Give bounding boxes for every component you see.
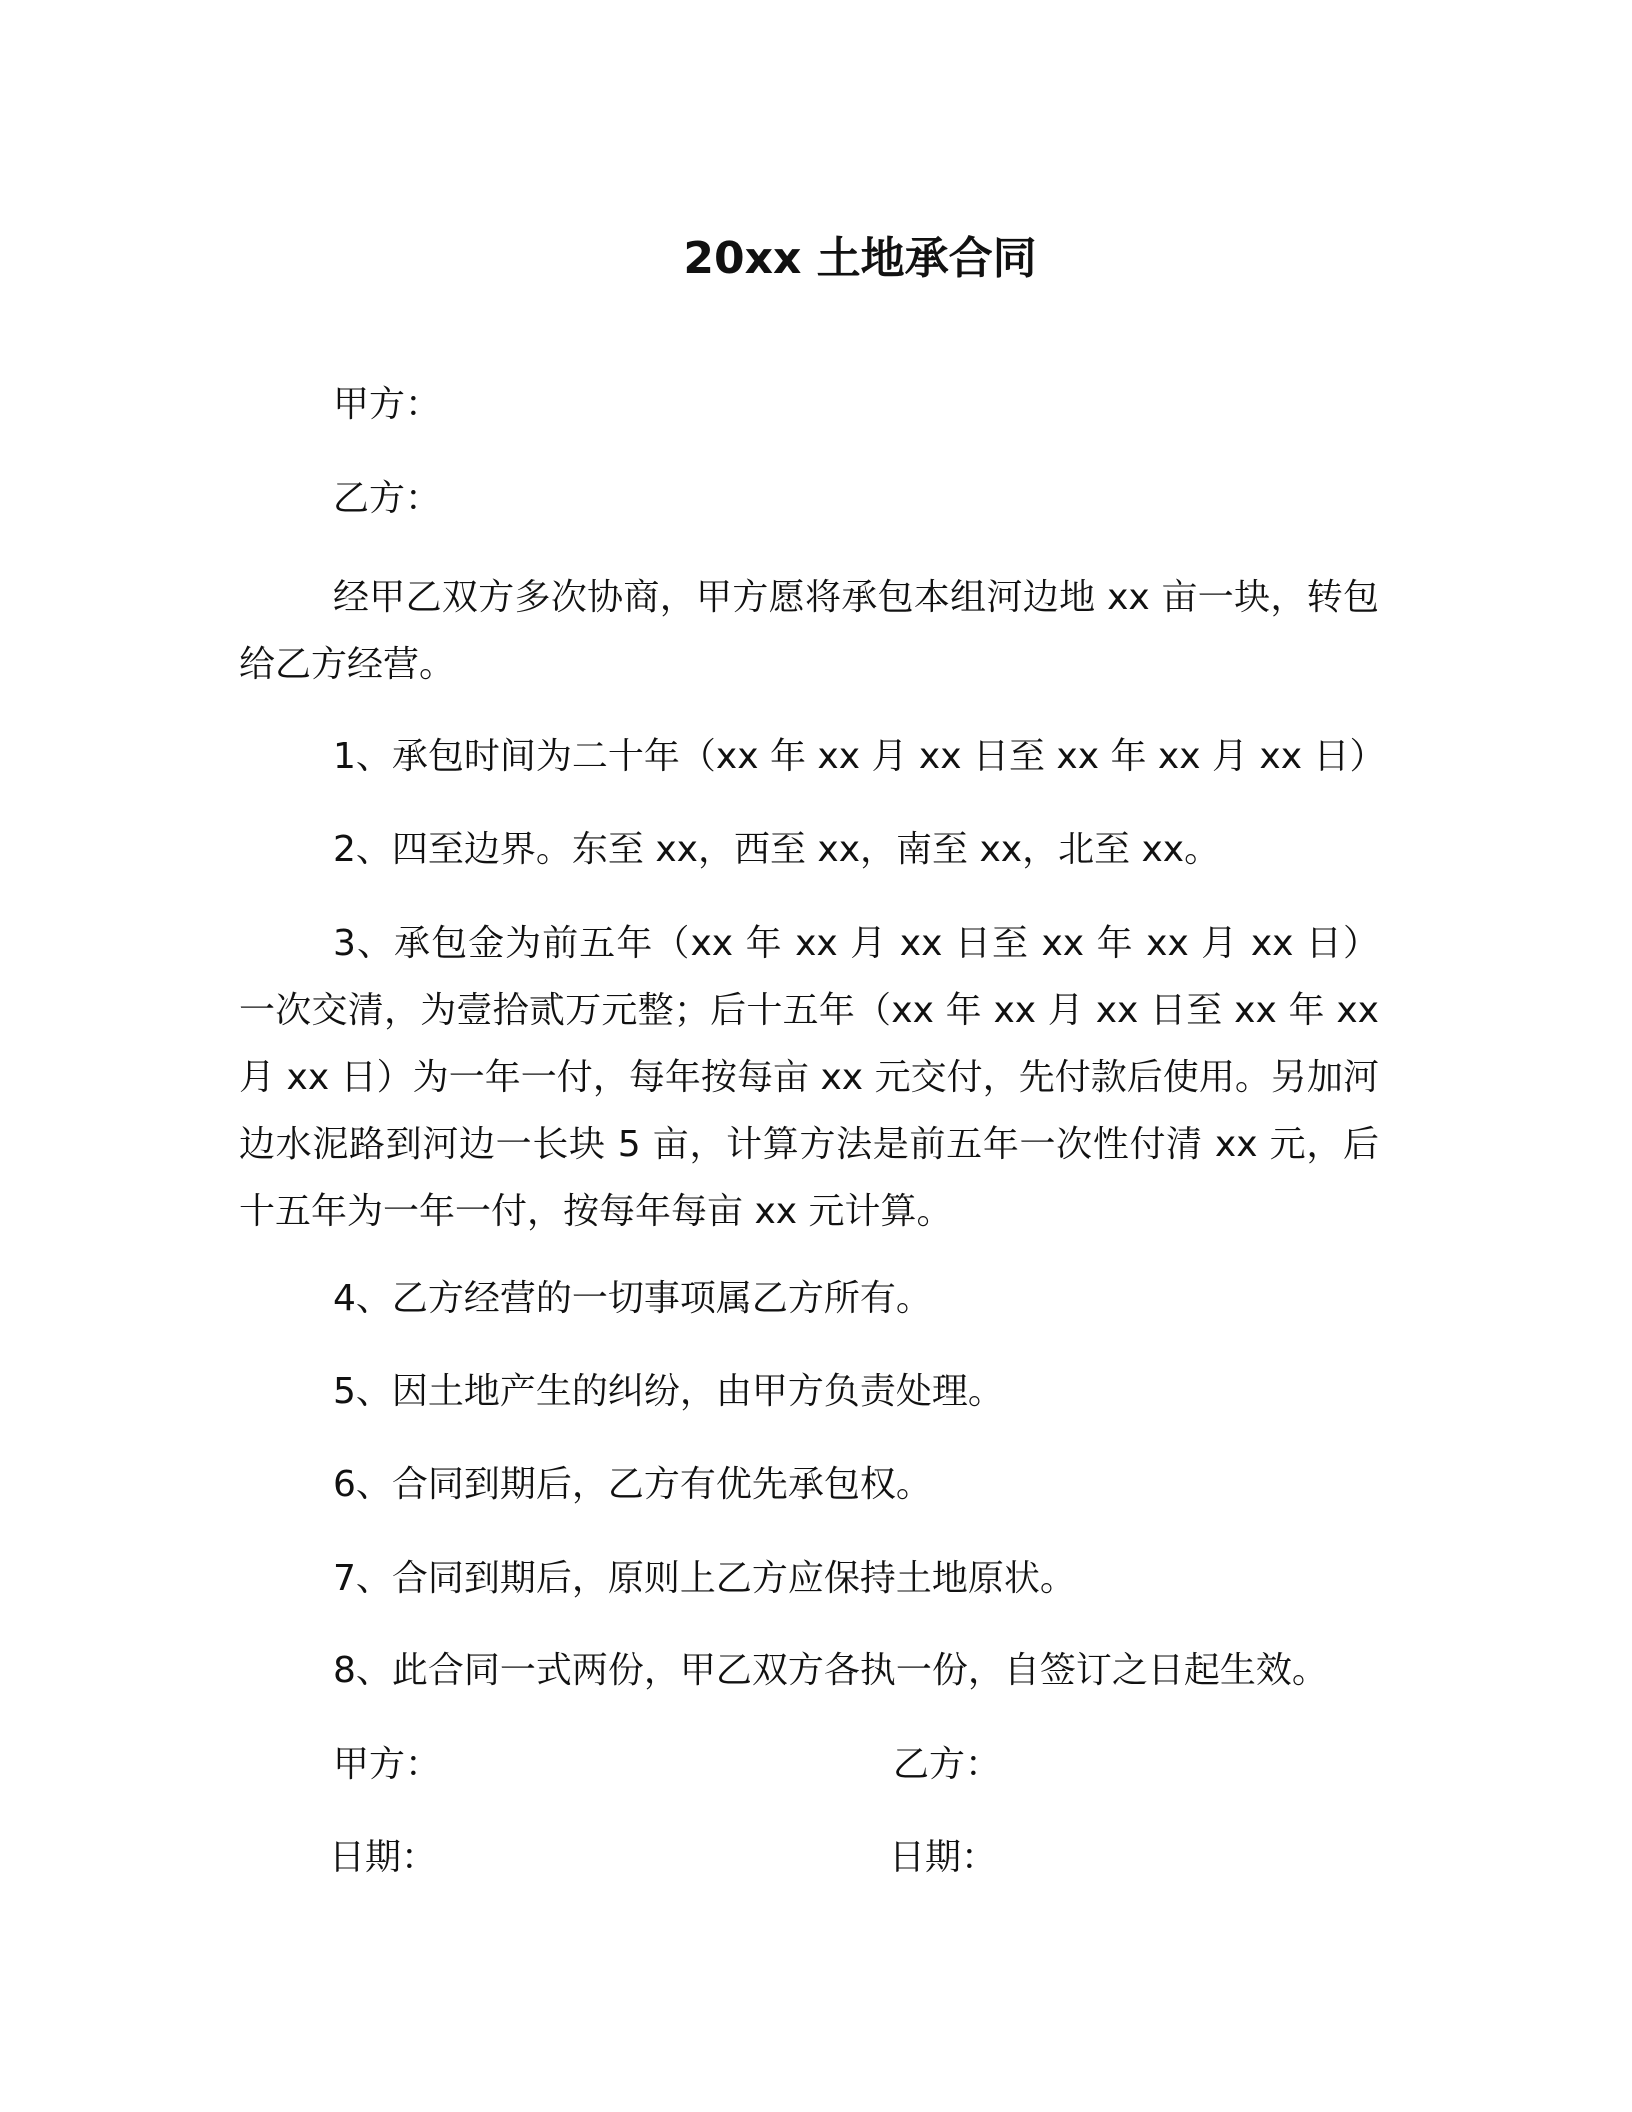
clause-2: 2、四至边界。东至 xx，西至 xx，南至 xx，北至 xx。 xyxy=(333,829,1221,870)
clause-3: 3、承包金为前五年（xx 年 xx 月 xx 日至 xx 年 xx 月 xx 日）一次交清，为壹拾贰万元整；后十五年（xx 年 xx 月 xx 日至 xx 年 xx 月 xx 日）为一年一付，每年按每亩 xx 元交付，先付款后使用。另加河边水泥路到河边一长块 5 亩，计算方法是前五年一次性付清 xx 元，后十五年为一年一付，按每年每亩 xx 元计算。 xyxy=(239,923,1379,1232)
clause-8: 8、此合同一式两份，甲乙双方各执一份，自签订之日起生效。 xyxy=(333,1650,1328,1691)
clause-4: 4、乙方经营的一切事项属乙方所有。 xyxy=(333,1278,932,1319)
clause-6: 6、合同到期后，乙方有优先承包权。 xyxy=(333,1464,932,1505)
party-b-label: 乙方： xyxy=(333,478,442,519)
signature-date-b: 日期： xyxy=(889,1837,998,1878)
clause-1: 1、承包时间为二十年（xx 年 xx 月 xx 日至 xx 年 xx 月 xx 日） xyxy=(333,736,1386,777)
intro-paragraph: 经甲乙双方多次协商，甲方愿将承包本组河边地 xx 亩一块，转包给乙方经营。 xyxy=(239,577,1379,685)
clause-7: 7、合同到期后，原则上乙方应保持土地原状。 xyxy=(333,1558,1076,1599)
signature-date-a: 日期： xyxy=(329,1837,438,1878)
clause-5: 5、因土地产生的纠纷，由甲方负责处理。 xyxy=(333,1371,1004,1412)
document-title: 20xx 土地承合同 xyxy=(683,233,1037,284)
party-a-label: 甲方： xyxy=(333,384,442,425)
signature-party-b: 乙方： xyxy=(893,1744,1002,1785)
signature-party-a: 甲方： xyxy=(333,1744,442,1785)
